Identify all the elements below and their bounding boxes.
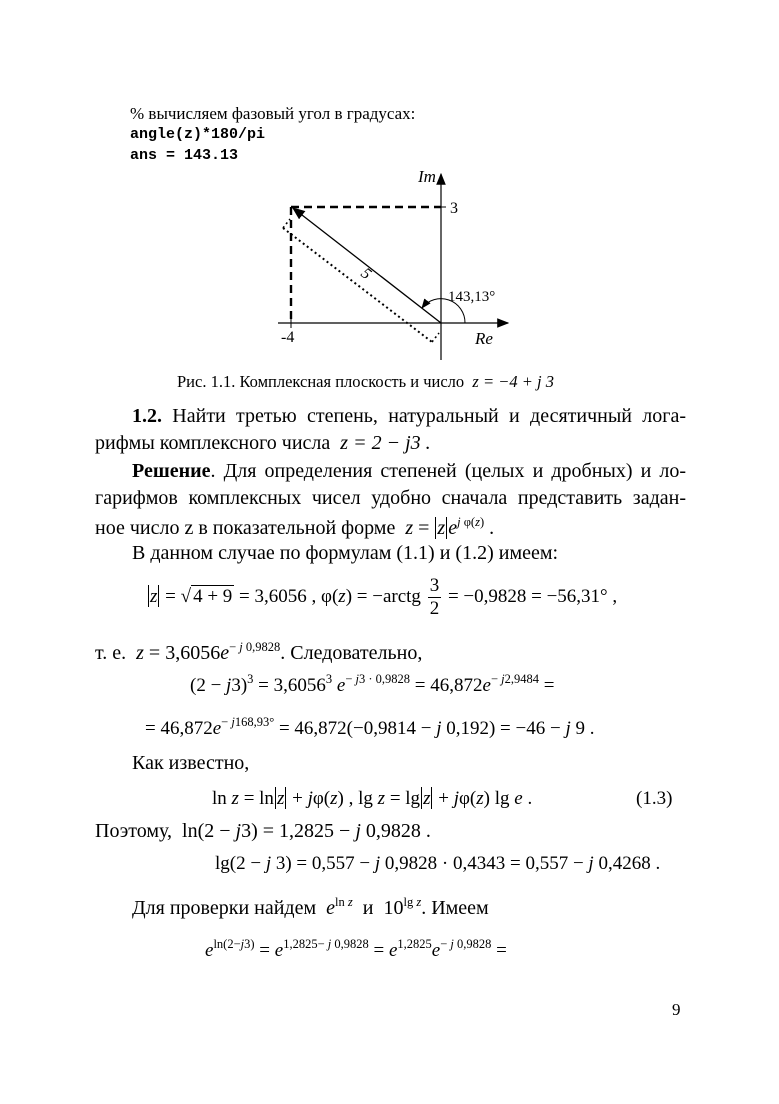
problem-line-1: 1.2. Найти третью степень, натуральный и десятичный лога- — [132, 405, 687, 427]
figure-caption — [177, 372, 554, 392]
problem-number: 1.2. — [132, 405, 162, 427]
equation-number: (1.3) — [636, 788, 673, 809]
exponential-form-line: т. е. $z = 3,6056e^{- j 0,9828}$. Следовательно, — [95, 640, 423, 664]
formula-logs: ln z = ln z + jφ(z) , lg z = lg z + jφ(z) lg e . — [212, 788, 533, 809]
problem-line-2: рифмы комплексного числа z = 2 − j3 . — [95, 432, 431, 454]
formula-modulus-argument: z = √ 4 + 9 = 3,6056 , φ(z) = −arctg $\frac{3}{2}$ = −0,9828 = −56,31° , — [150, 575, 618, 619]
code-comment: % вычисляем фазовый угол в градусах: — [130, 104, 416, 123]
formula-cube-2: = $46,872e^{- j168,93^\circ} = 46,872(-0,9814 - j$ 0,192) = −46 − j 9 . — [145, 715, 595, 739]
caption-formula: z = −4 + j 3 — [472, 372, 554, 391]
tick-label-im: 3 — [450, 200, 458, 217]
formula-check: $e^{ln(2-j3)} = e^{1,2825- j 0,9828} = e^{1,2825}e^{- j 0,9828}$ = — [205, 937, 507, 961]
known-text: Как известно, — [132, 752, 250, 774]
complex-plane-figure — [260, 160, 550, 360]
formula-cube-1: $(2 - j3)^3 = 3,6056^3$ $e^{- j3 \cdot 0,9828} = 46,872e^{- j2,9484}$ = — [190, 672, 555, 696]
problem-formula: z = 2 − j3 . — [340, 432, 431, 454]
solution-line-3: ное число z в показательной форме z = z $e^{j \varphi(z)}$ . — [95, 515, 495, 539]
re-axis-label: Re — [475, 329, 493, 348]
code-command: angle(z)*180/pi — [130, 126, 266, 143]
check-line: Для проверки найдем $e^{ln z}$ и $10^{lg z}$. Имеем — [132, 895, 489, 919]
im-axis-label: Im — [418, 167, 436, 186]
lg-result-line: lg(2 − j 3) = 0,557 − j 0,9828 · 0,4343 = 0,557 − j 0,4268 . — [215, 853, 661, 874]
solution-line-2: гарифмов комплексных чисел удобно сначала представить задан- — [95, 487, 686, 509]
ln-result-line: Поэтому, ln(2 − j3) = 1,2825 − j 0,9828 . — [95, 820, 431, 842]
solution-label: Решение — [132, 460, 211, 482]
caption-text: Рис. 1.1. Комплексная плоскость и число — [177, 372, 465, 391]
page-number: 9 — [672, 1000, 681, 1019]
solution-line-4: В данном случае по формулам (1.1) и (1.2) имеем: — [132, 542, 559, 564]
code-result: ans = 143.13 — [130, 147, 239, 164]
magnitude-line — [283, 228, 432, 342]
vector-magnitude-label: 5 — [357, 264, 375, 284]
angle-label: 143,13° — [448, 289, 496, 305]
solution-line-1: Решение. Для определения степеней (целых и дробных) и ло- — [132, 460, 686, 482]
tick-label-re: -4 — [281, 329, 295, 346]
